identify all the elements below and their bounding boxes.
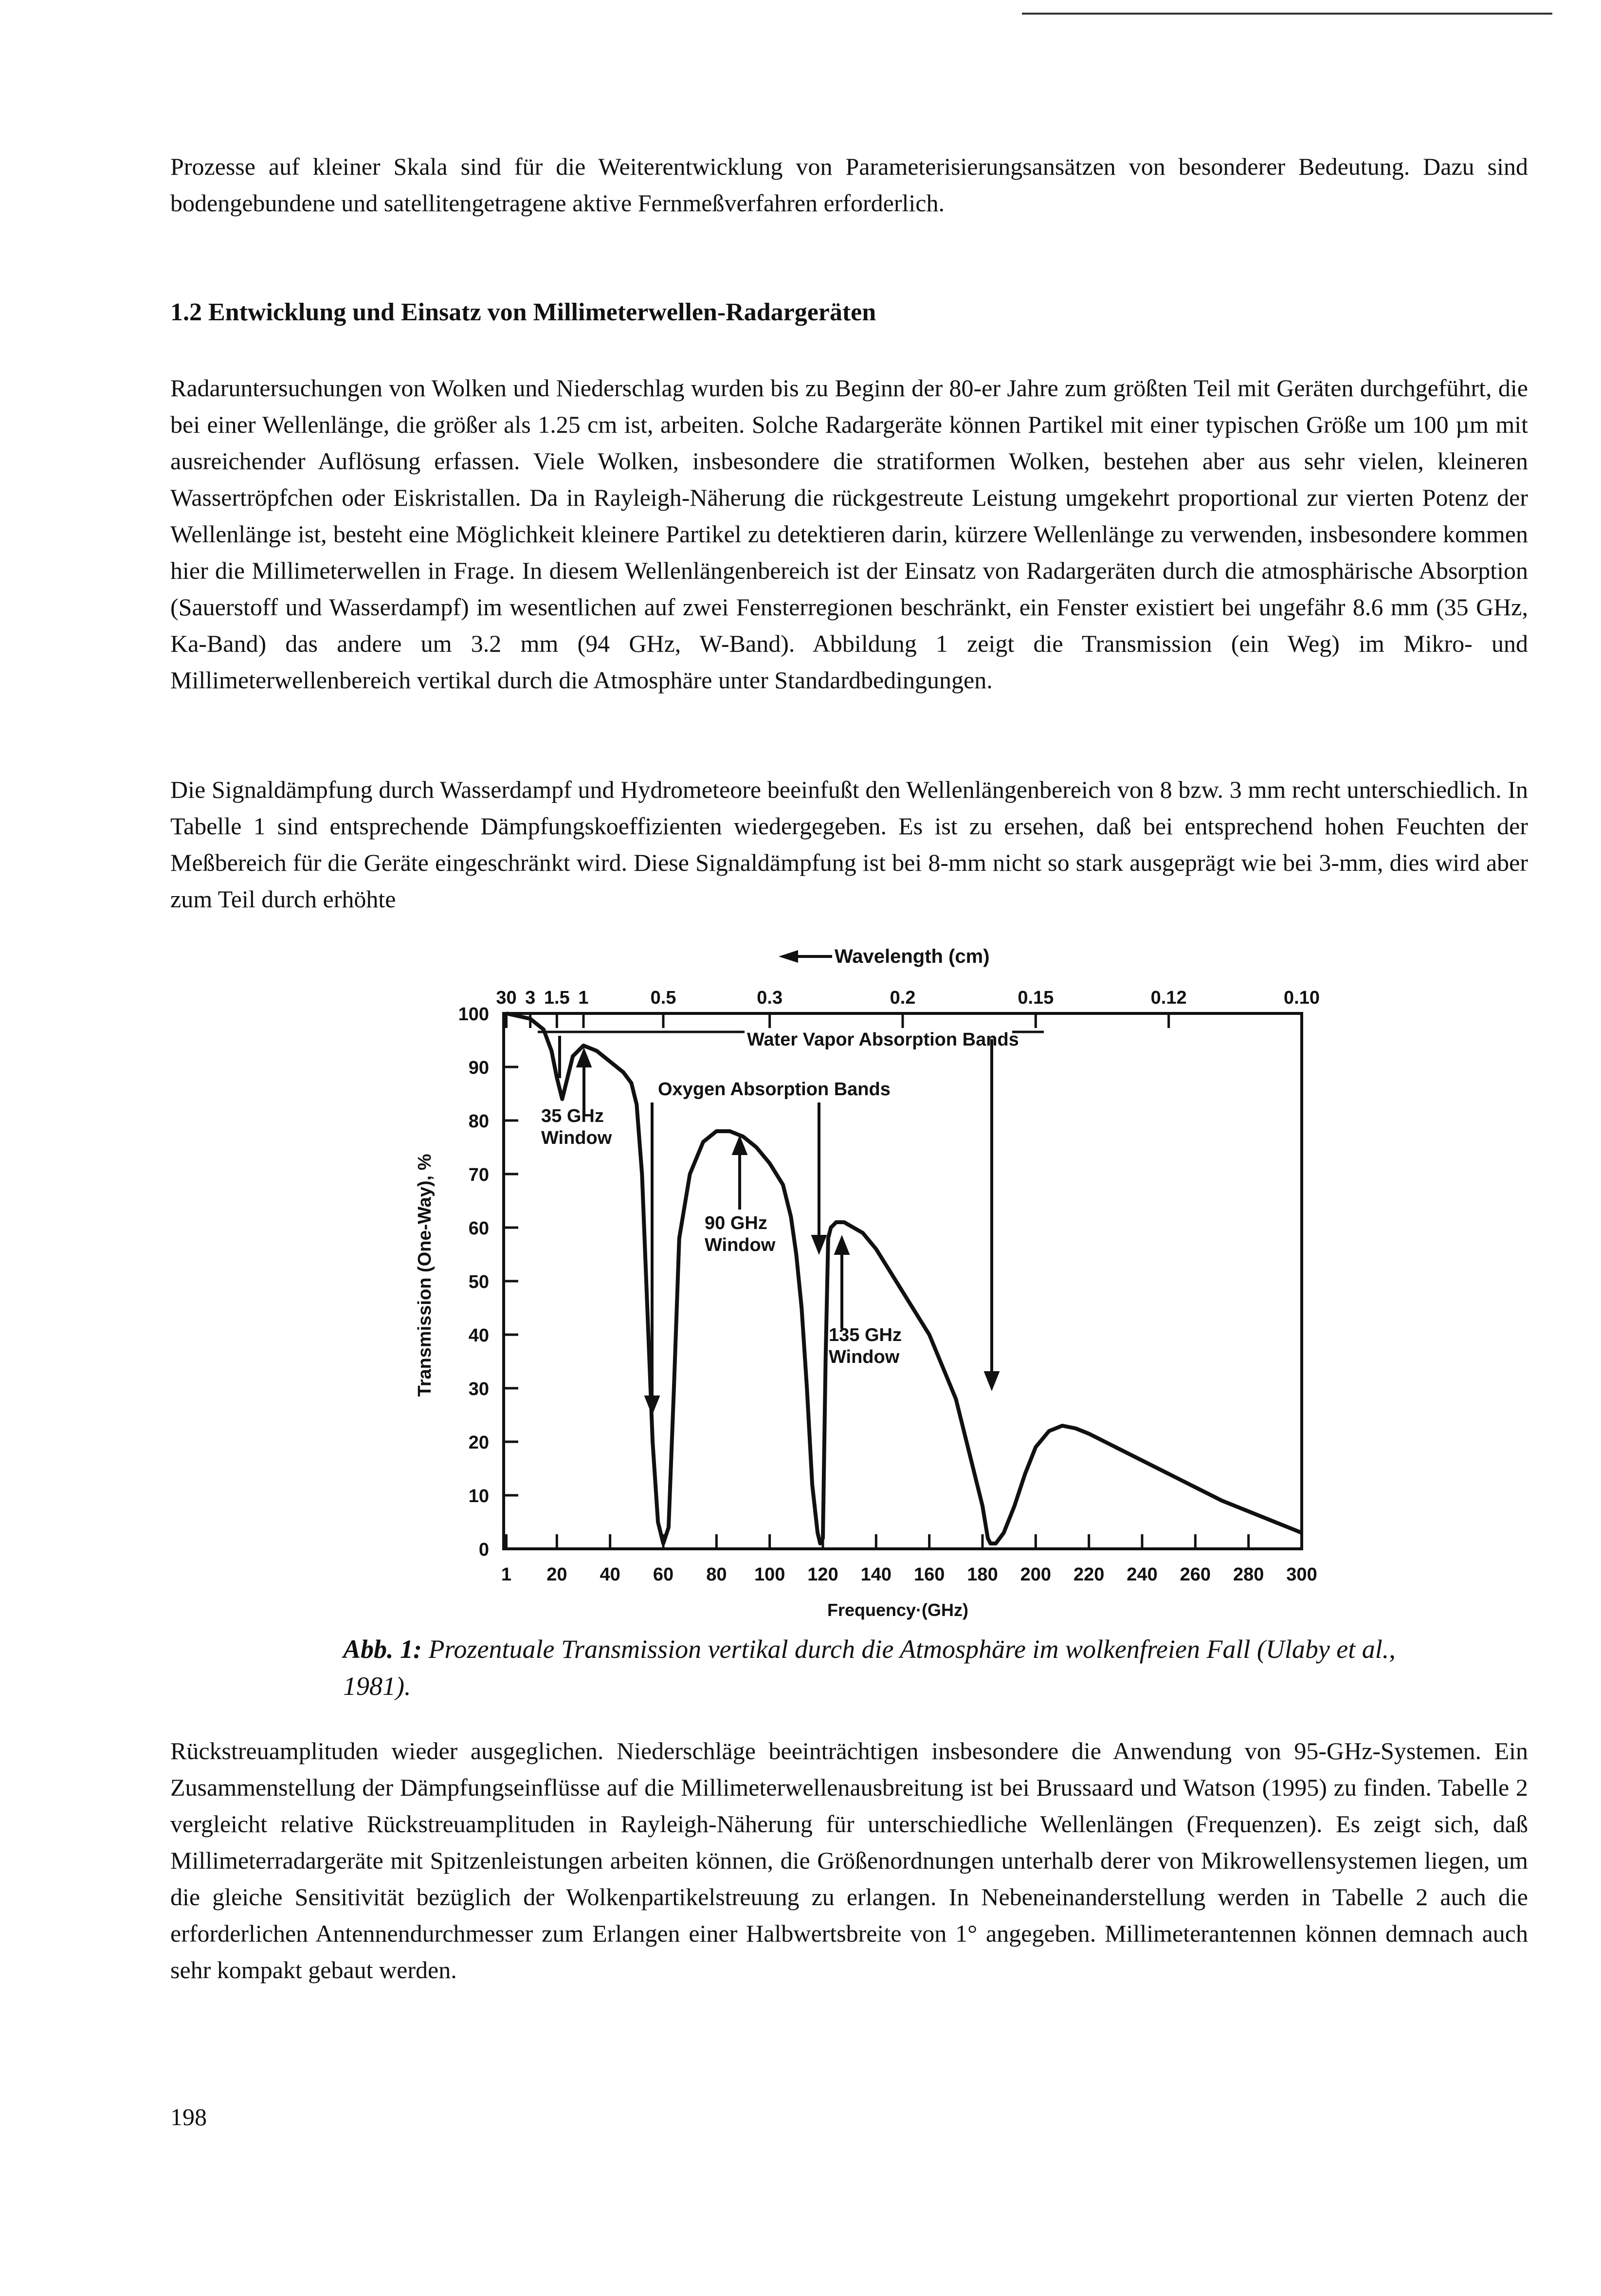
- annotation-oxygen: Oxygen Absorption Bands: [658, 1079, 891, 1100]
- x-tick-label-4: 80: [706, 1564, 727, 1585]
- y-tick-label-10: 100: [458, 1004, 489, 1025]
- top-tick-label-3: 1: [578, 988, 589, 1008]
- section-heading: 1.2 Entwicklung und Einsatz von Millimeterwellen-Radargeräten: [170, 298, 876, 326]
- x-tick-label-8: 160: [913, 1564, 945, 1585]
- y-tick-label-1: 10: [468, 1486, 489, 1506]
- annotation-35ghz: 35 GHz: [541, 1106, 604, 1126]
- top-tick-label-2: 1.5: [544, 988, 570, 1008]
- y-tick-label-0: 0: [478, 1540, 489, 1560]
- top-tick-label-7: 0.15: [1018, 988, 1054, 1008]
- annotation-135ghz-window: Window: [829, 1347, 900, 1367]
- y-tick-label-2: 20: [468, 1433, 489, 1453]
- top-tick-label-1: 3: [525, 988, 536, 1008]
- x-tick-label-11: 220: [1073, 1564, 1105, 1585]
- annotation-35ghz-window: Window: [541, 1128, 612, 1148]
- annotation-90ghz-window: Window: [705, 1235, 776, 1255]
- top-tick-label-5: 0.3: [757, 988, 783, 1008]
- x-tick-label-2: 40: [600, 1564, 620, 1585]
- y-axis-label: Transmission (One-Way), %: [415, 1154, 435, 1397]
- plot-frame: [504, 1013, 1302, 1549]
- y-tick-label-5: 50: [468, 1272, 489, 1292]
- paragraph-intro: Prozesse auf kleiner Skala sind für die Weiterentwicklung von Parameterisierungsansätzen von besonderer Bedeutung. Dazu sind bodengebundene und satellitengetragene aktive Fernmeßverfahren erforderlich.: [170, 153, 1528, 217]
- y-tick-label-3: 30: [468, 1379, 489, 1399]
- x-tick-label-5: 100: [754, 1564, 785, 1585]
- top-axis-arrow: [779, 950, 832, 963]
- series-line-0: [507, 1013, 1302, 1543]
- top-tick-label-0: 30: [496, 988, 517, 1008]
- x-tick-label-1: 20: [546, 1564, 567, 1585]
- y-tick-label-4: 40: [468, 1325, 489, 1346]
- x-tick-label-3: 60: [653, 1564, 674, 1585]
- y-tick-label-8: 80: [468, 1111, 489, 1132]
- paragraph-backscatter: Rückstreuamplituden wieder ausgeglichen. Niederschläge beeinträchtigen insbesondere die Anwendung von 95-GHz-Systemen. Ein Zusammenstellung der Dämpfungseinflüsse auf die Millimeterwellenausbreitung ist bei Brussaard und Watson (1995) zu finden. Tabelle 2 vergleicht relative Rückstreuamplituden in Rayleigh-Näherung für unterschiedliche Wellenlängen (Frequenzen). Es zeigt sich, daß Millimeterradargeräte mit Spitzenleistungen arbeiten können, die Größenordnungen unterhalb derer von Mikrowellensystemen liegen, um die gleiche Sensitivität bezüglich der Wolkenpartikelstreuung zu erlangen. In Nebeneinanderstellung werden in Tabelle 2 auch die erforderlichen Antennendurchmesser zum Erlangen einer Halbwertsbreite von 1° angegeben. Millimeterantennen können demnach auch sehr kompakt gebaut werden.: [170, 1737, 1528, 1984]
- paragraph-attenuation: Die Signaldämpfung durch Wasserdampf und Hydrometeore beeinfußt den Wellenlängenbereich von 8 bzw. 3 mm recht unterschiedlich. In Tabelle 1 sind entsprechende Dämpfungskoeffizienten wiedergegeben. Es ist zu ersehen, daß bei entsprechend hohen Feuchten der Meßbereich für die Geräte eingeschränkt wird. Diese Signaldämpfung ist bei 8-mm nicht so stark ausgeprägt wie bei 3-mm, dies wird aber zum Teil durch erhöhte: [170, 776, 1528, 913]
- annotation-135ghz: 135 GHz: [829, 1325, 902, 1345]
- x-tick-label-10: 200: [1020, 1564, 1052, 1585]
- x-tick-label-15: 300: [1286, 1564, 1317, 1585]
- header-rule: [1022, 13, 1552, 15]
- caption-label: Abb. 1:: [343, 1635, 422, 1664]
- x-tick-label-13: 260: [1180, 1564, 1211, 1585]
- caption-text: Prozentuale Transmission vertikal durch die Atmosphäre im wolkenfreien Fall (Ulaby et al., 1981).: [343, 1635, 1396, 1701]
- top-tick-label-6: 0.2: [890, 988, 916, 1008]
- x-tick-label-9: 180: [967, 1564, 998, 1585]
- top-tick-label-4: 0.5: [650, 988, 676, 1008]
- paragraph-radar: Radaruntersuchungen von Wolken und Niederschlag wurden bis zu Beginn der 80-er Jahre zum größten Teil mit Geräten durchgeführt, die bei einer Wellenlänge, die größer als 1.25 cm ist, arbeiten. Solche Radargeräte können Partikel mit einer typischen Größe um 100 µm mit ausreichender Auflösung erfassen. Viele Wolken, insbesondere die stratiformen Wolken, bestehen aber aus sehr vielen, kleineren Wassertröpfchen oder Eiskristallen. Da in Rayleigh-Näherung die rückgestreute Leistung umgekehrt proportional zur vierten Potenz der Wellenlänge ist, besteht eine Möglichkeit kleinere Partikel zu detektieren darin, kürzere Wellenlänge zu verwenden, insbesondere kommen hier die Millimeterwellen in Frage. In diesem Wellenlängenbereich ist der Einsatz von Radargeräten durch die atmosphärische Absorption (Sauerstoff und Wasserdampf) im wesentlichen auf zwei Fensterregionen beschränkt, ein Fenster existiert bei ungefähr 8.6 mm (35 GHz, Ka-Band) das andere um 3.2 mm (94 GHz, W-Band). Abbildung 1 zeigt die Transmission (ein Weg) im Mikro- und Millimeterwellenbereich vertikal durch die Atmosphäre unter Standardbedingungen.: [170, 374, 1528, 694]
- top-tick-label-8: 0.12: [1150, 988, 1187, 1008]
- x-axis-label: Frequency·(GHz): [827, 1600, 969, 1620]
- x-tick-label-7: 140: [860, 1564, 892, 1585]
- y-tick-label-7: 70: [468, 1165, 489, 1185]
- x-tick-label-0: 1: [501, 1564, 512, 1585]
- x-tick-label-12: 240: [1127, 1564, 1158, 1585]
- annotation-arrows: [560, 1036, 998, 1412]
- annotation-water-vapor: Water Vapor Absorption Bands: [747, 1029, 1019, 1050]
- annotation-90ghz: 90 GHz: [705, 1213, 767, 1233]
- x-tick-label-6: 120: [807, 1564, 838, 1585]
- y-tick-label-6: 60: [468, 1218, 489, 1239]
- x-tick-label-14: 280: [1233, 1564, 1264, 1585]
- page-number: 198: [170, 2103, 207, 2131]
- top-tick-label-9: 0.10: [1284, 988, 1320, 1008]
- figure-caption: [343, 1631, 1414, 1705]
- top-axis-label: Wavelength (cm): [835, 946, 990, 967]
- y-tick-label-9: 90: [468, 1058, 489, 1078]
